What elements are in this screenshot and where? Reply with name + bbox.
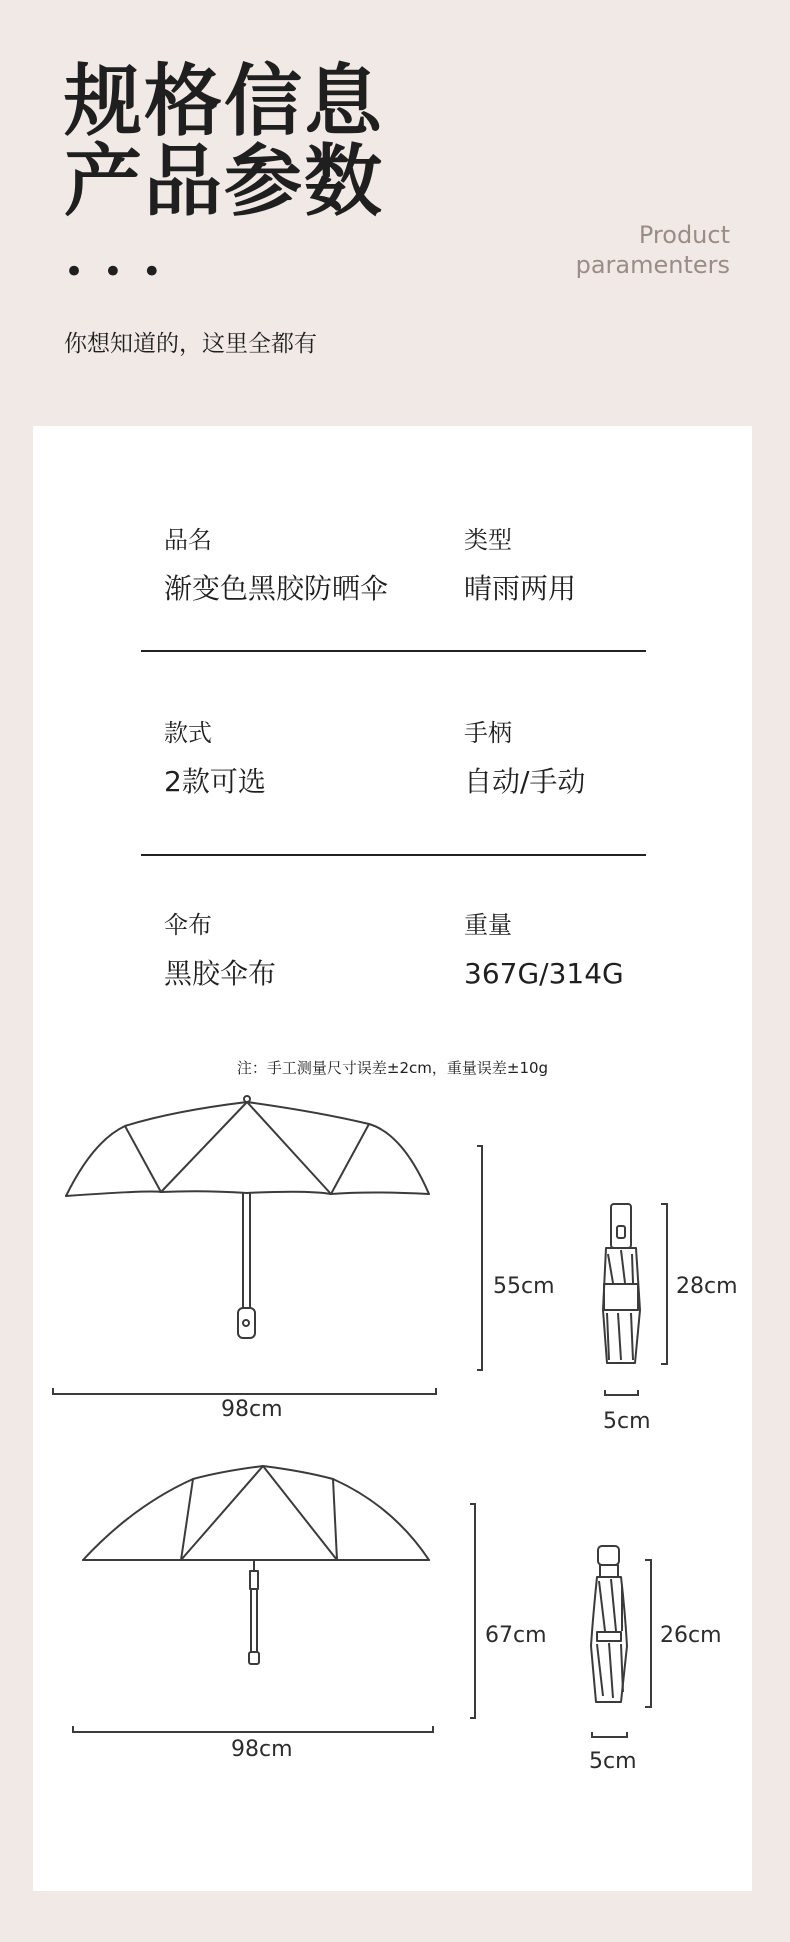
umbrella-2-height-dimension [470, 1504, 475, 1718]
spec-label-handle: 手柄 [464, 719, 512, 747]
measurement-note: 注：手工测量尺寸误差±2cm，重量误差±10g [236, 1059, 549, 1077]
decorative-dots: • • • [64, 252, 166, 292]
spec-value-style: 2款可选 [164, 765, 266, 798]
subtitle-text: 你想知道的，这里全都有 [64, 331, 317, 357]
umbrella-1-width-dimension [53, 1388, 436, 1394]
umbrella-1-folded-width-label: 5cm [603, 1409, 651, 1434]
page-title [64, 57, 484, 227]
umbrella-2-folded-length-label: 26cm [660, 1623, 722, 1648]
english-heading-line-1: Product [638, 221, 730, 249]
umbrella-1-width-label: 98cm [221, 1397, 283, 1422]
umbrella-2-folded-width-dimension [592, 1732, 627, 1737]
spec-label-type: 类型 [464, 526, 512, 554]
english-heading-line-2: paramenters [575, 251, 730, 279]
spec-card [33, 426, 752, 1891]
spec-value-handle: 自动/手动 [464, 765, 586, 798]
spec-value-product-name: 渐变色黑胶防晒伞 [164, 572, 389, 605]
spec-value-type: 晴雨两用 [464, 572, 577, 605]
umbrella-2-height-label: 67cm [485, 1623, 547, 1648]
spec-label-style: 款式 [164, 719, 212, 747]
spec-label-weight: 重量 [464, 911, 512, 939]
umbrella-1-height-label: 55cm [493, 1274, 555, 1299]
umbrella-2-folded-illustration [591, 1546, 627, 1702]
umbrella-2-folded-length-dimension [645, 1560, 651, 1707]
umbrella-1-open-illustration [66, 1096, 429, 1338]
umbrella-1-height-dimension [477, 1146, 482, 1370]
spec-value-fabric: 黑胶伞布 [164, 957, 277, 990]
umbrella-1-folded-length-dimension [661, 1204, 667, 1364]
umbrella-1-folded-width-dimension [605, 1390, 638, 1395]
umbrella-1-folded-illustration [603, 1204, 640, 1363]
umbrella-2-width-label: 98cm [231, 1737, 293, 1762]
spec-label-product-name: 品名 [164, 526, 212, 554]
english-heading [576, 220, 730, 280]
umbrella-2-width-dimension [73, 1726, 433, 1732]
umbrella-1-folded-length-label: 28cm [676, 1274, 738, 1299]
spec-label-fabric: 伞布 [164, 911, 212, 939]
spec-value-weight: 367G/314G [464, 957, 624, 990]
title-line-2: 产品参数 [64, 137, 385, 227]
umbrella-2-folded-width-label: 5cm [589, 1749, 637, 1774]
umbrella-2-open-illustration [83, 1466, 429, 1664]
umbrella-diagrams [33, 426, 752, 1891]
title-line-1: 规格信息 [64, 57, 385, 147]
